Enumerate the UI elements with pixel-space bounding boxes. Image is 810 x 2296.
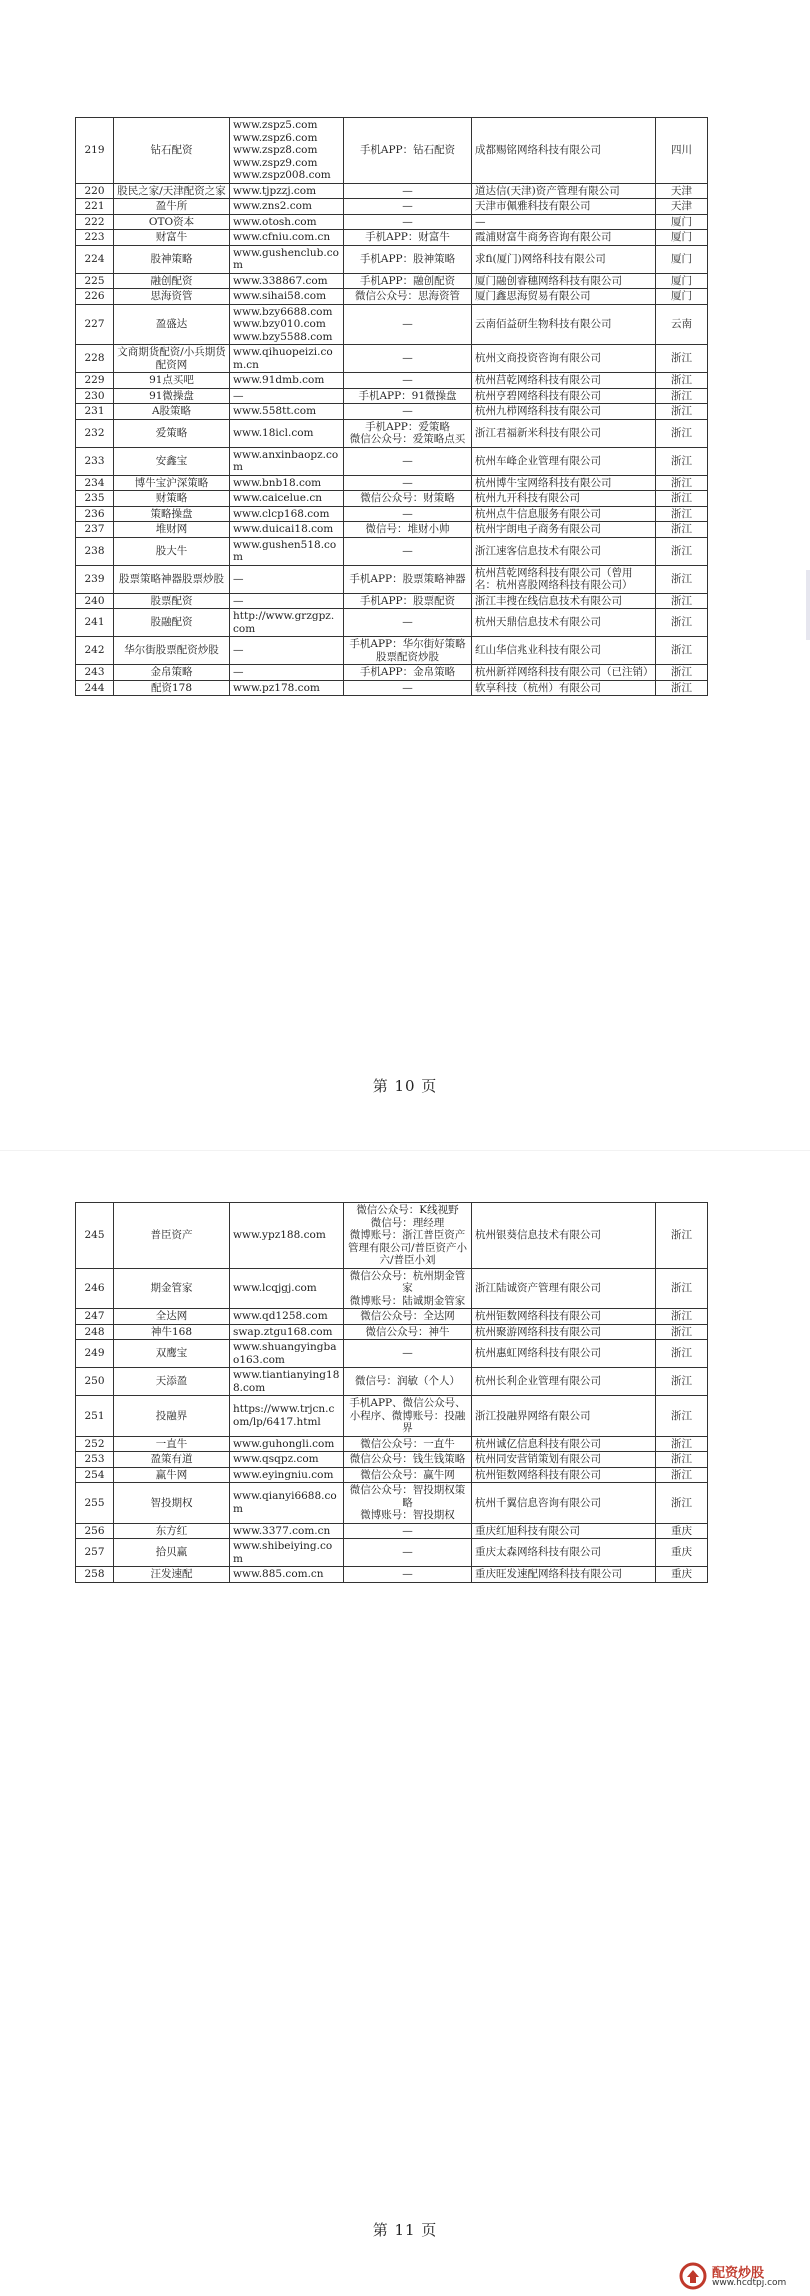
table-row xyxy=(76,1396,708,1437)
cell-company: 杭州惠虹网络科技有限公司 xyxy=(472,1340,656,1368)
cell-app: — xyxy=(344,1539,472,1567)
cell-no: 237 xyxy=(76,522,114,538)
cell-company: 杭州九开科技有限公司 xyxy=(472,491,656,507)
cell-company: 浙江陆诚资产管理有限公司 xyxy=(472,1268,656,1309)
cell-name: 股大牛 xyxy=(114,537,230,565)
table-row xyxy=(76,183,708,199)
cell-region: 浙江 xyxy=(656,522,708,538)
cell-name: 期金管家 xyxy=(114,1268,230,1309)
table-row xyxy=(76,388,708,404)
cell-url: — xyxy=(230,593,344,609)
cell-region: 浙江 xyxy=(656,1368,708,1396)
table-row xyxy=(76,214,708,230)
cell-company: 道达信(天津)资产管理有限公司 xyxy=(472,183,656,199)
cell-company: 杭州文商投资咨询有限公司 xyxy=(472,345,656,373)
cell-region: 浙江 xyxy=(656,1340,708,1368)
cell-url: www.anxinbaopz.com xyxy=(230,447,344,475)
table-row xyxy=(76,230,708,246)
cell-name: 融创配资 xyxy=(114,273,230,289)
cell-region: 浙江 xyxy=(656,1436,708,1452)
cell-name: 爱策略 xyxy=(114,419,230,447)
cell-url: www.gushen518.com xyxy=(230,537,344,565)
cell-no: 248 xyxy=(76,1324,114,1340)
cell-app: — xyxy=(344,609,472,637)
cell-name: A股策略 xyxy=(114,404,230,420)
cell-region: 浙江 xyxy=(656,373,708,389)
cell-name: 金帛策略 xyxy=(114,665,230,681)
cell-region: 浙江 xyxy=(656,475,708,491)
cell-app: — xyxy=(344,199,472,215)
table-row xyxy=(76,1309,708,1325)
cell-region: 四川 xyxy=(656,118,708,184)
cell-company: 杭州银葵信息技术有限公司 xyxy=(472,1203,656,1269)
cell-no: 240 xyxy=(76,593,114,609)
cell-no: 238 xyxy=(76,537,114,565)
cell-region: 浙江 xyxy=(656,491,708,507)
cell-name: 普臣资产 xyxy=(114,1203,230,1269)
cell-region: 浙江 xyxy=(656,1203,708,1269)
cell-app: — xyxy=(344,345,472,373)
cell-company: 杭州同安营销策划有限公司 xyxy=(472,1452,656,1468)
cell-name: 双鹰宝 xyxy=(114,1340,230,1368)
cell-company: 成都赐铭网络科技有限公司 xyxy=(472,118,656,184)
cell-url: www.qianyi6688.com xyxy=(230,1483,344,1524)
cell-app: — xyxy=(344,1567,472,1583)
cell-name: 汪发速配 xyxy=(114,1567,230,1583)
table-row xyxy=(76,1539,708,1567)
cell-region: 重庆 xyxy=(656,1539,708,1567)
cell-no: 243 xyxy=(76,665,114,681)
cell-app: 微信号：堆财小帅 xyxy=(344,522,472,538)
cell-region: 厦门 xyxy=(656,289,708,305)
table-row xyxy=(76,1368,708,1396)
cell-no: 252 xyxy=(76,1436,114,1452)
cell-region: 天津 xyxy=(656,183,708,199)
cell-region: 浙江 xyxy=(656,1268,708,1309)
cell-no: 249 xyxy=(76,1340,114,1368)
cell-app: — xyxy=(344,537,472,565)
cell-url: www.qsqpz.com xyxy=(230,1452,344,1468)
cell-app: 微信公众号：钱生钱策略 xyxy=(344,1452,472,1468)
cell-url: www.91dmb.com xyxy=(230,373,344,389)
table-row xyxy=(76,1467,708,1483)
cell-url: www.sihai58.com xyxy=(230,289,344,305)
cell-url: www.qd1258.com xyxy=(230,1309,344,1325)
cell-app: 微信公众号：智投期权策略 微博账号：智投期权 xyxy=(344,1483,472,1524)
cell-region: 浙江 xyxy=(656,609,708,637)
cell-name: 智投期权 xyxy=(114,1483,230,1524)
table-row xyxy=(76,289,708,305)
cell-app: — xyxy=(344,680,472,696)
cell-url: swap.ztgu168.com xyxy=(230,1324,344,1340)
cell-name: 盈策有道 xyxy=(114,1452,230,1468)
cell-name: 堆财网 xyxy=(114,522,230,538)
cell-url: www.caicelue.cn xyxy=(230,491,344,507)
cell-region: 浙江 xyxy=(656,345,708,373)
cell-company: 杭州钜数网络科技有限公司 xyxy=(472,1467,656,1483)
cell-no: 239 xyxy=(76,565,114,593)
cell-url: — xyxy=(230,665,344,681)
cell-region: 厦门 xyxy=(656,214,708,230)
cell-no: 220 xyxy=(76,183,114,199)
logo-title: 配资炒股 xyxy=(712,2266,765,2281)
table-row xyxy=(76,1203,708,1269)
cell-no: 236 xyxy=(76,506,114,522)
cell-no: 225 xyxy=(76,273,114,289)
cell-no: 235 xyxy=(76,491,114,507)
cell-region: 浙江 xyxy=(656,1309,708,1325)
cell-region: 厦门 xyxy=(656,245,708,273)
cell-app: 手机APP、微信公众号、小程序、微博账号：投融界 xyxy=(344,1396,472,1437)
cell-company: 杭州宇朗电子商务有限公司 xyxy=(472,522,656,538)
cell-app: 手机APP：股神策略 xyxy=(344,245,472,273)
cell-url: www.shibeiying.com xyxy=(230,1539,344,1567)
cell-app: 手机APP：金帛策略 xyxy=(344,665,472,681)
cell-region: 浙江 xyxy=(656,593,708,609)
cell-company: 杭州博牛宝网络科技有限公司 xyxy=(472,475,656,491)
cell-app: 手机APP：股票策略神器 xyxy=(344,565,472,593)
document-page-11 xyxy=(0,1150,810,2296)
cell-url: www.zspz5.com www.zspz6.com www.zspz8.com www.zspz9.com www.zspz008.com xyxy=(230,118,344,184)
table-row xyxy=(76,1483,708,1524)
cell-company: 杭州长利企业管理有限公司 xyxy=(472,1368,656,1396)
table-row xyxy=(76,665,708,681)
cell-no: 254 xyxy=(76,1467,114,1483)
cell-no: 226 xyxy=(76,289,114,305)
cell-company: 杭州诚亿信息科技有限公司 xyxy=(472,1436,656,1452)
cell-url: www.duicai18.com xyxy=(230,522,344,538)
cell-company: 杭州天鼎信息技术有限公司 xyxy=(472,609,656,637)
cell-url: www.clcp168.com xyxy=(230,506,344,522)
cell-region: 浙江 xyxy=(656,665,708,681)
cell-region: 浙江 xyxy=(656,506,708,522)
cell-company: — xyxy=(472,214,656,230)
cell-app: — xyxy=(344,183,472,199)
cell-no: 232 xyxy=(76,419,114,447)
cell-region: 浙江 xyxy=(656,680,708,696)
cell-url: www.tjpzzj.com xyxy=(230,183,344,199)
cell-no: 223 xyxy=(76,230,114,246)
cell-url: www.guhongli.com xyxy=(230,1436,344,1452)
table-row xyxy=(76,506,708,522)
platform-table xyxy=(75,117,708,696)
cell-name: 拾贝赢 xyxy=(114,1539,230,1567)
cell-region: 浙江 xyxy=(656,419,708,447)
cell-region: 浙江 xyxy=(656,637,708,665)
cell-region: 云南 xyxy=(656,304,708,345)
cell-url: https://www.trjcn.com/lp/6417.html xyxy=(230,1396,344,1437)
cell-name: 盈牛所 xyxy=(114,199,230,215)
cell-app: — xyxy=(344,1340,472,1368)
cell-name: 策略操盘 xyxy=(114,506,230,522)
table-row xyxy=(76,447,708,475)
cell-region: 天津 xyxy=(656,199,708,215)
cell-company: 浙江速客信息技术有限公司 xyxy=(472,537,656,565)
cell-name: 股神策略 xyxy=(114,245,230,273)
cell-name: 股融配资 xyxy=(114,609,230,637)
page-number: 第 10 页 xyxy=(372,1077,438,1095)
cell-app: 微信公众号：全达网 xyxy=(344,1309,472,1325)
cell-url: www.558tt.com xyxy=(230,404,344,420)
cell-app: — xyxy=(344,475,472,491)
cell-region: 浙江 xyxy=(656,1467,708,1483)
cell-region: 浙江 xyxy=(656,447,708,475)
cell-company: 云南佰益研生物科技有限公司 xyxy=(472,304,656,345)
cell-name: 一直牛 xyxy=(114,1436,230,1452)
table-row xyxy=(76,1567,708,1583)
cell-url: www.otosh.com xyxy=(230,214,344,230)
cell-no: 251 xyxy=(76,1396,114,1437)
cell-name: 股票策略神器股票炒股 xyxy=(114,565,230,593)
cell-company: 杭州点牛信息服务有限公司 xyxy=(472,506,656,522)
cell-region: 厦门 xyxy=(656,273,708,289)
cell-company: 天津市佩雅科技有限公司 xyxy=(472,199,656,215)
table-row xyxy=(76,565,708,593)
cell-no: 244 xyxy=(76,680,114,696)
cell-region: 浙江 xyxy=(656,388,708,404)
cell-name: 安鑫宝 xyxy=(114,447,230,475)
cell-region: 重庆 xyxy=(656,1567,708,1583)
cell-app: 微信公众号：杭州期金管家 微博账号：陆诚期金管家 xyxy=(344,1268,472,1309)
cell-company: 红山华信兆业科技有限公司 xyxy=(472,637,656,665)
cell-app: — xyxy=(344,447,472,475)
table-row xyxy=(76,1523,708,1539)
table-row xyxy=(76,199,708,215)
page-number: 第 11 页 xyxy=(372,2221,438,2239)
table-row xyxy=(76,1452,708,1468)
table-row xyxy=(76,1268,708,1309)
cell-region: 厦门 xyxy=(656,230,708,246)
table-row xyxy=(76,118,708,184)
cell-no: 255 xyxy=(76,1483,114,1524)
cell-url: www.tiantianying188.com xyxy=(230,1368,344,1396)
cell-app: 手机APP：华尔街好策略股票配资炒股 xyxy=(344,637,472,665)
cell-company: 杭州九栉网络科技有限公司 xyxy=(472,404,656,420)
cell-url: www.pz178.com xyxy=(230,680,344,696)
cell-region: 浙江 xyxy=(656,1396,708,1437)
cell-no: 250 xyxy=(76,1368,114,1396)
cell-app: 微信公众号：财策略 xyxy=(344,491,472,507)
cell-app: 微信公众号：赢牛网 xyxy=(344,1467,472,1483)
cell-app: — xyxy=(344,506,472,522)
cell-url: www.qihuopeizi.com.cn xyxy=(230,345,344,373)
cell-url: — xyxy=(230,637,344,665)
cell-name: 神牛168 xyxy=(114,1324,230,1340)
cell-name: 东方红 xyxy=(114,1523,230,1539)
cell-company: 重庆红旭科技有限公司 xyxy=(472,1523,656,1539)
cell-url: http://www.grzgpz.com xyxy=(230,609,344,637)
cell-no: 256 xyxy=(76,1523,114,1539)
table-row xyxy=(76,1324,708,1340)
cell-url: — xyxy=(230,388,344,404)
table-row xyxy=(76,522,708,538)
cell-region: 浙江 xyxy=(656,537,708,565)
cell-company: 厦门融创睿穗网络科技有限公司 xyxy=(472,273,656,289)
cell-company: 求fi(厦门)网络科技有限公司 xyxy=(472,245,656,273)
cell-no: 224 xyxy=(76,245,114,273)
logo-url: www.hcdtpj.com xyxy=(712,2278,787,2288)
table-row xyxy=(76,1436,708,1452)
cell-name: 华尔街股票配资炒股 xyxy=(114,637,230,665)
cell-company: 杭州莒乾网络科技有限公司（曾用名：杭州喜股网络科技有限公司） xyxy=(472,565,656,593)
cell-name: 文商期货配资/小兵期货配资网 xyxy=(114,345,230,373)
cell-no: 247 xyxy=(76,1309,114,1325)
cell-url: — xyxy=(230,565,344,593)
cell-name: 配资178 xyxy=(114,680,230,696)
cell-company: 杭州千翼信息咨询有限公司 xyxy=(472,1483,656,1524)
cell-app: 微信公众号：思海资管 xyxy=(344,289,472,305)
cell-app: 微信公众号：神牛 xyxy=(344,1324,472,1340)
cell-company: 杭州新祥网络科技有限公司（已注销） xyxy=(472,665,656,681)
table-row xyxy=(76,404,708,420)
cell-app: 手机APP：91微操盘 xyxy=(344,388,472,404)
table-row xyxy=(76,680,708,696)
cell-name: 财富牛 xyxy=(114,230,230,246)
cell-url: www.18icl.com xyxy=(230,419,344,447)
cell-company: 浙江投融界网络有限公司 xyxy=(472,1396,656,1437)
cell-no: 231 xyxy=(76,404,114,420)
cell-name: OTO资本 xyxy=(114,214,230,230)
cell-name: 盈盛达 xyxy=(114,304,230,345)
cell-region: 浙江 xyxy=(656,1324,708,1340)
cell-company: 浙江丰搜在线信息技术有限公司 xyxy=(472,593,656,609)
table-row xyxy=(76,1340,708,1368)
watermark-logo xyxy=(678,2261,796,2291)
table-row xyxy=(76,245,708,273)
cell-no: 228 xyxy=(76,345,114,373)
table-row xyxy=(76,491,708,507)
table-row xyxy=(76,609,708,637)
cell-no: 242 xyxy=(76,637,114,665)
cell-company: 浙江君福新米科技有限公司 xyxy=(472,419,656,447)
cell-no: 253 xyxy=(76,1452,114,1468)
cell-company: 重庆旺发速配网络科技有限公司 xyxy=(472,1567,656,1583)
cell-no: 233 xyxy=(76,447,114,475)
cell-url: www.lcqjgj.com xyxy=(230,1268,344,1309)
cell-region: 重庆 xyxy=(656,1523,708,1539)
cell-url: www.cfniu.com.cn xyxy=(230,230,344,246)
cell-no: 241 xyxy=(76,609,114,637)
cell-url: www.shuangyingbao163.com xyxy=(230,1340,344,1368)
cell-name: 天添盈 xyxy=(114,1368,230,1396)
cell-app: — xyxy=(344,214,472,230)
cell-app: 手机APP：股票配资 xyxy=(344,593,472,609)
cell-no: 230 xyxy=(76,388,114,404)
cell-url: www.bnb18.com xyxy=(230,475,344,491)
cell-region: 浙江 xyxy=(656,404,708,420)
cell-name: 91点买吧 xyxy=(114,373,230,389)
cell-app: — xyxy=(344,1523,472,1539)
cell-name: 投融界 xyxy=(114,1396,230,1437)
table-row xyxy=(76,637,708,665)
cell-url: www.3377.com.cn xyxy=(230,1523,344,1539)
table-row xyxy=(76,419,708,447)
cell-no: 246 xyxy=(76,1268,114,1309)
scrollbar-edge xyxy=(806,570,810,640)
cell-company: 杭州亨碧网络科技有限公司 xyxy=(472,388,656,404)
cell-app: — xyxy=(344,304,472,345)
cell-url: www.338867.com xyxy=(230,273,344,289)
cell-company: 霞浦财富牛商务咨询有限公司 xyxy=(472,230,656,246)
cell-company: 厦门鑫思海贸易有限公司 xyxy=(472,289,656,305)
cell-url: www.gushenclub.com xyxy=(230,245,344,273)
cell-name: 钻石配资 xyxy=(114,118,230,184)
cell-url: www.885.com.cn xyxy=(230,1567,344,1583)
cell-url: www.eyingniu.com xyxy=(230,1467,344,1483)
cell-name: 全达网 xyxy=(114,1309,230,1325)
cell-company: 软享科技（杭州）有限公司 xyxy=(472,680,656,696)
cell-url: www.ypz188.com xyxy=(230,1203,344,1269)
cell-no: 234 xyxy=(76,475,114,491)
cell-company: 杭州钜数网络科技有限公司 xyxy=(472,1309,656,1325)
cell-name: 财策略 xyxy=(114,491,230,507)
table-body xyxy=(76,118,708,696)
cell-no: 219 xyxy=(76,118,114,184)
cell-app: 手机APP：钻石配资 xyxy=(344,118,472,184)
cell-name: 思海资管 xyxy=(114,289,230,305)
table-row xyxy=(76,373,708,389)
cell-region: 浙江 xyxy=(656,565,708,593)
cell-app: 手机APP：爱策略 微信公众号：爱策略点买 xyxy=(344,419,472,447)
cell-no: 221 xyxy=(76,199,114,215)
cell-company: 杭州莒乾网络科技有限公司 xyxy=(472,373,656,389)
cell-name: 股票配资 xyxy=(114,593,230,609)
cell-app: — xyxy=(344,373,472,389)
platform-table xyxy=(75,1202,708,1583)
cell-app: 微信公众号：K线视野 微信号：理经理 微博账号：浙江普臣资产管理有限公司/普臣资产小六/普臣小刘 xyxy=(344,1203,472,1269)
cell-company: 重庆太森网络科技有限公司 xyxy=(472,1539,656,1567)
cell-company: 杭州车峰企业管理有限公司 xyxy=(472,447,656,475)
table-row xyxy=(76,273,708,289)
cell-no: 257 xyxy=(76,1539,114,1567)
cell-no: 229 xyxy=(76,373,114,389)
cell-app: — xyxy=(344,404,472,420)
cell-url: www.bzy6688.com www.bzy010.com www.bzy5588.com xyxy=(230,304,344,345)
cell-app: 手机APP：财富牛 xyxy=(344,230,472,246)
cell-name: 91微操盘 xyxy=(114,388,230,404)
table-row xyxy=(76,304,708,345)
table-row xyxy=(76,475,708,491)
logo-emblem-icon xyxy=(678,2261,708,2291)
cell-region: 浙江 xyxy=(656,1452,708,1468)
table-row xyxy=(76,593,708,609)
cell-url: www.zns2.com xyxy=(230,199,344,215)
table-row xyxy=(76,345,708,373)
cell-app: 微信号：润敏（个人） xyxy=(344,1368,472,1396)
cell-company: 杭州聚游网络科技有限公司 xyxy=(472,1324,656,1340)
table-row xyxy=(76,537,708,565)
cell-no: 245 xyxy=(76,1203,114,1269)
cell-name: 博牛宝沪深策略 xyxy=(114,475,230,491)
cell-app: 手机APP：融创配资 xyxy=(344,273,472,289)
cell-name: 股民之家/天津配资之家 xyxy=(114,183,230,199)
cell-app: 微信公众号：一直牛 xyxy=(344,1436,472,1452)
cell-no: 227 xyxy=(76,304,114,345)
cell-no: 258 xyxy=(76,1567,114,1583)
cell-no: 222 xyxy=(76,214,114,230)
cell-region: 浙江 xyxy=(656,1483,708,1524)
table-body xyxy=(76,1203,708,1583)
cell-name: 赢牛网 xyxy=(114,1467,230,1483)
